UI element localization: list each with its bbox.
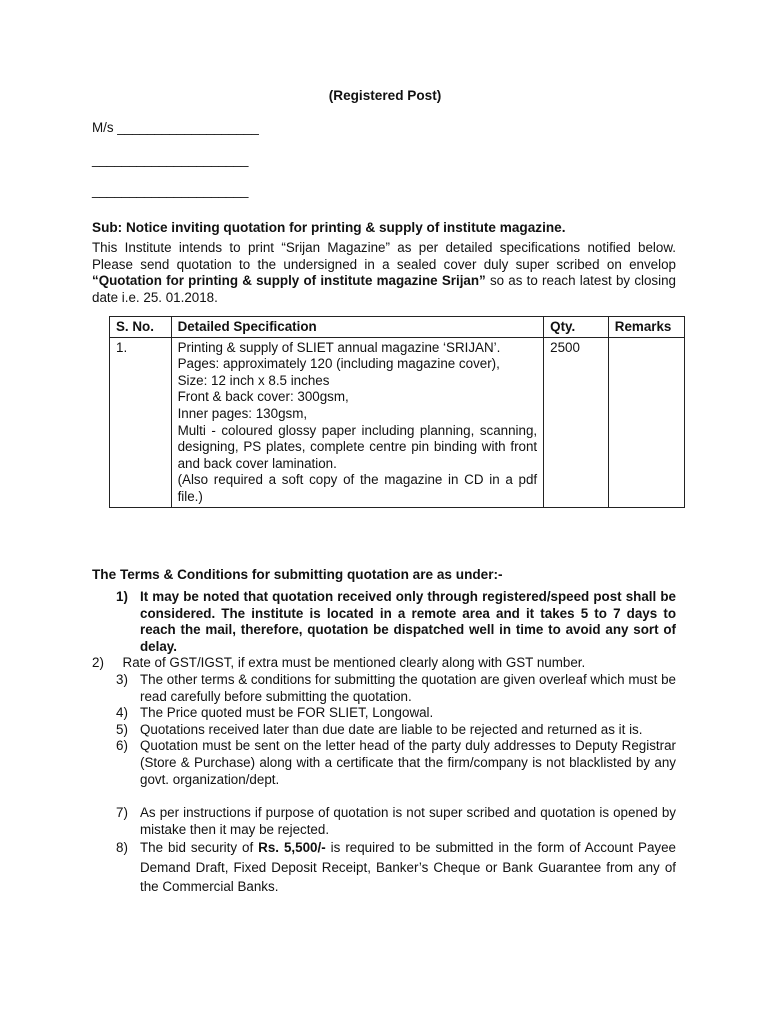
term-number: 5) — [116, 721, 128, 737]
spec-line: Multi - coloured glossy paper including planning, scanning, designing, PS plates, complete centre pin binding with front and back cover lamination. — [177, 422, 538, 471]
term-number: 6) — [116, 738, 128, 754]
term-item — [116, 705, 676, 722]
spec-line: Inner pages: 130gsm, — [177, 405, 308, 421]
term-number: 2) — [92, 655, 104, 671]
address-line-2: _____________________ — [92, 152, 249, 167]
term-number: 3) — [116, 671, 128, 687]
term-text: The other terms & conditions for submitting the quotation are given overleaf which must be read carefully before submitting the quotation. — [140, 671, 676, 704]
document-title: (Registered Post) — [328, 88, 442, 103]
spec-line: Printing & supply of SLIET annual magazine ‘SRIJAN’. — [177, 339, 501, 355]
term-item — [116, 738, 676, 788]
term-text: As per instructions if purpose of quotation is not super scribed and quotation is opened by mistake then it may be rejected. — [140, 805, 676, 837]
term-text: Rate of GST/IGST, if extra must be mentioned clearly along with GST number. — [122, 655, 586, 671]
spec-line: Pages: approximately 120 (including magazine cover), — [177, 356, 500, 372]
header-remarks: Remarks — [608, 317, 684, 338]
addressee-line: M/s ___________________ — [92, 120, 259, 135]
term-number: 1) — [116, 589, 128, 604]
intro-text-after: so as to reach latest by closing date i.e. 25. 01.2018. — [92, 273, 676, 305]
term-text-before: The bid security of — [140, 840, 259, 856]
term-text: Quotation must be sent on the letter head of the party duly addresses to Deputy Registrar (Store & Purchase) along with a certificate that the firm/company is not blacklisted by any govt. organization/dept. — [140, 738, 676, 787]
term-item — [92, 655, 676, 672]
term-item — [116, 589, 676, 655]
term-item — [116, 672, 676, 705]
term-text-after: is required to be submitted in the form of Account Payee Demand Draft, Fixed Deposit Receipt, Banker’s Cheque or Bank Guarantee from any of the Commercial Banks. — [140, 840, 676, 895]
term-number: 4) — [116, 705, 128, 721]
subject-line: Sub: Notice inviting quotation for printing & supply of institute magazine. — [92, 220, 566, 235]
header-qty: Qty. — [544, 317, 609, 338]
spacer — [116, 788, 676, 805]
intro-paragraph — [92, 240, 676, 306]
spec-line: (Also required a soft copy of the magazine in CD in a pdf file.) — [177, 472, 538, 504]
specification-table — [109, 316, 685, 508]
term-number: 7) — [116, 805, 128, 821]
intro-text-before: This Institute intends to print “Srijan Magazine” as per detailed specifications notified below. Please send quotation to the undersigned in a sealed cover duly super scribed on envelop — [92, 240, 676, 272]
table-row — [110, 337, 685, 507]
term-text: The Price quoted must be FOR SLIET, Longowal. — [140, 705, 434, 721]
spec-line: Size: 12 inch x 8.5 inches — [177, 372, 330, 388]
cell-spec — [171, 337, 544, 507]
term-item — [116, 838, 676, 897]
term-number: 8) — [116, 840, 128, 856]
spec-line: Front & back cover: 300gsm, — [177, 389, 349, 405]
cell-sno: 1. — [110, 337, 172, 507]
cell-remarks — [608, 337, 684, 507]
table-header-row — [110, 317, 685, 338]
term-text: It may be noted that quotation received only through registered/speed post shall be considered. The institute is located in a remote area and it takes 5 to 7 days to reach the mail, therefore, quotation be dispatched well in time to avoid any sort of delay. — [140, 589, 676, 654]
terms-list — [92, 589, 676, 897]
address-line-3: _____________________ — [92, 183, 249, 198]
header-sno: S. No. — [110, 317, 172, 338]
cell-qty: 2500 — [544, 337, 609, 507]
term-text: Quotations received later than due date are liable to be rejected and returned as it is. — [140, 721, 643, 737]
header-spec: Detailed Specification — [171, 317, 544, 338]
bid-security-amount: Rs. 5,500/- — [258, 840, 326, 856]
term-item — [116, 805, 676, 838]
terms-heading: The Terms & Conditions for submitting quotation are as under:- — [92, 567, 503, 582]
intro-bold-text: “Quotation for printing & supply of institute magazine Srijan” — [92, 273, 486, 289]
term-item — [116, 722, 676, 739]
